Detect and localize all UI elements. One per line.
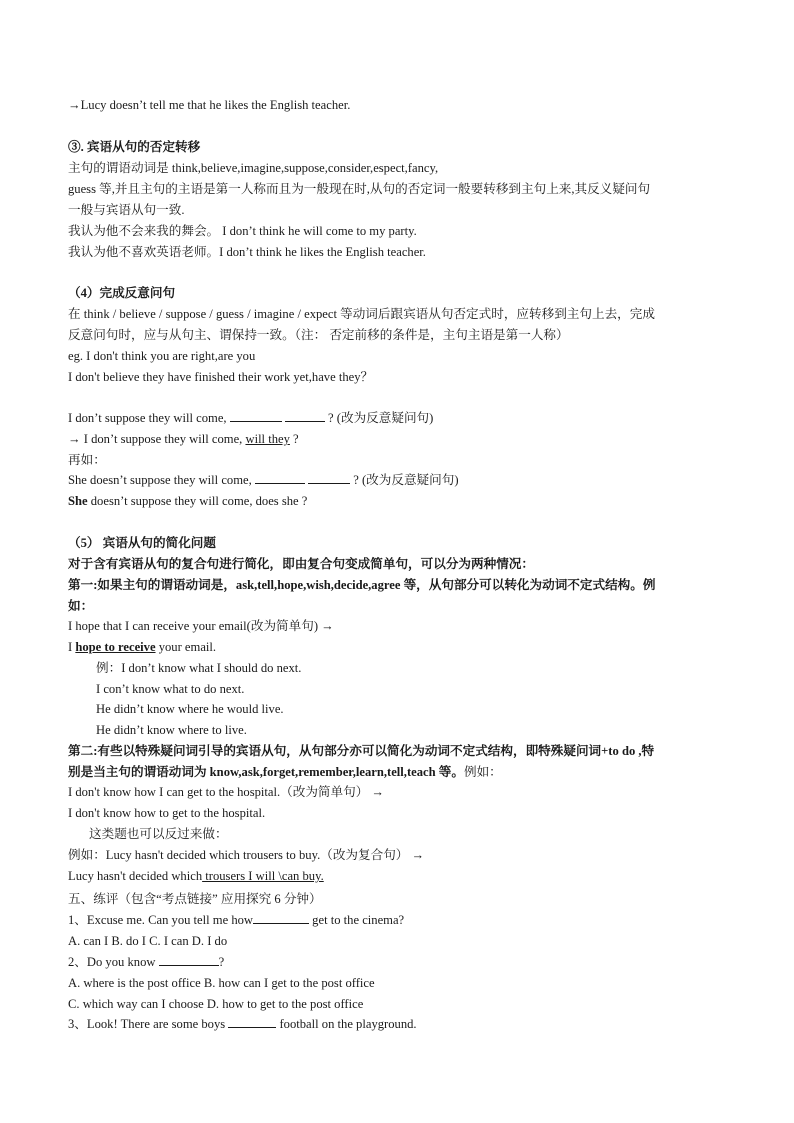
question-text: 3、Look! There are some boys (68, 1017, 226, 1031)
exercise-text: I don’t suppose they will come, (68, 411, 227, 425)
paragraph-line: guess 等,并且主句的主语是第一人称而且为一般现在时,从句的否定词一般要转移到主句上来,其反义疑问句 (68, 182, 651, 196)
answer-blank[interactable] (253, 912, 309, 924)
exercise-text: ? (改为反意疑问句) (353, 473, 459, 487)
answer-blank[interactable] (255, 472, 305, 484)
section-heading-practice: 五、练评（包含“考点链接” 应用探究 6 分钟） (68, 892, 322, 906)
answer-line (68, 493, 307, 509)
paragraph-line: 如： (68, 599, 94, 613)
paragraph-line: 这类题也可以反过来做： (89, 827, 228, 841)
question-text: get to the cinema? (309, 913, 405, 927)
question-1 (68, 912, 404, 928)
answer-blank[interactable] (285, 410, 325, 422)
example-line: I hope that I can receive your email(改为简单句) → (68, 619, 334, 633)
paragraph-line (68, 764, 502, 780)
example-line: 例如：Lucy hasn't decided which trousers to buy.（改为复合句） → (68, 848, 425, 862)
paragraph-line: 主句的谓语动词是 think,believe,imagine,suppose,consider,espect,fancy, (68, 161, 439, 175)
example-line: I con’t know what to do next. (96, 682, 245, 696)
exercise-line (68, 472, 459, 488)
question-3 (68, 1016, 417, 1032)
example-line: 我认为他不会来我的舞会。 I don’t think he will come to my party. (68, 224, 417, 238)
paragraph-text: 例如： (463, 765, 502, 779)
answer-blank[interactable] (230, 410, 282, 422)
answer-blank[interactable] (228, 1016, 276, 1028)
example-line: 例：I don’t know what I should do next. (96, 661, 302, 675)
paragraph-bold: 别是当主句的谓语动词为 know,ask,forget,remember,learn,tell,teach 等。 (68, 765, 464, 779)
answer-blank[interactable] (308, 472, 350, 484)
example-line: →Lucy doesn’t tell me that he likes the English teacher. (68, 98, 351, 112)
question-text: football on the playground. (276, 1017, 417, 1031)
answer-underlined: hope to receive (75, 640, 156, 654)
answer-text: doesn’t suppose they will come, does she ? (87, 494, 308, 508)
question-text: ? (218, 955, 225, 969)
paragraph-line: 第二:有些以特殊疑问词引导的宾语从句，从句部分亦可以简化为动词不定式结构，即特殊疑问词+to do ,特 (68, 744, 655, 758)
answer-text: ? (289, 432, 299, 446)
question-text: 2、Do you know (68, 955, 156, 969)
answer-text: → I don’t suppose they will come, (68, 432, 243, 446)
paragraph-line: 第一:如果主句的谓语动词是，ask,tell,hope,wish,decide,agree 等，从句部分可以转化为动词不定式结构。例 (68, 578, 656, 592)
paragraph-line: 一般与宾语从句一致. (68, 203, 185, 217)
answer-text: your email. (155, 640, 217, 654)
answer-text: I (68, 640, 76, 654)
section-heading-5: （5） 宾语从句的简化问题 (68, 536, 216, 550)
paragraph-line: 对于含有宾语从句的复合句进行简化，即由复合句变成简单句，可以分为两种情况： (68, 557, 534, 571)
question-2 (68, 954, 224, 970)
example-line: I don't know how I can get to the hospital.（改为简单句） → (68, 785, 385, 799)
question-2-options-cd: C. which way can I choose D. how to get to the post office (68, 997, 364, 1011)
example-line: I don't know how to get to the hospital. (68, 806, 266, 820)
example-line: 我认为他不喜欢英语老师。I don’t think he likes the English teacher. (68, 245, 426, 259)
exercise-text: She doesn’t suppose they will come, (68, 473, 252, 487)
example-line: He didn’t know where to live. (96, 723, 247, 737)
exercise-line (68, 410, 433, 426)
answer-text: Lucy hasn't decided which (68, 869, 203, 883)
answer-line (68, 431, 299, 447)
question-text: 1、Excuse me. Can you tell me how (68, 913, 254, 927)
answer-underlined: will they (245, 432, 290, 446)
example-line: I don't believe they have finished their work yet,have they？ (68, 370, 374, 384)
example-line: eg. I don't think you are right,are you (68, 349, 256, 363)
paragraph-line: 在 think / believe / suppose / guess / imagine / expect 等动词后跟宾语从句否定式时，应转移到主句上去，完成 (68, 307, 655, 321)
section-heading-3: ③. 宾语从句的否定转移 (68, 140, 201, 154)
paragraph-line: 再如： (68, 453, 106, 467)
section-heading-4: （4）完成反意问句 (68, 286, 176, 300)
answer-underlined: trousers I will \can buy. (202, 869, 324, 883)
answer-bold: She (68, 494, 88, 508)
paragraph-line: 反意问句时，应与从句主、谓保持一致。（注： 否定前移的条件是，主句主语是第一人称） (68, 328, 569, 342)
answer-blank[interactable] (159, 954, 219, 966)
exercise-text: ? (改为反意疑问句) (328, 411, 434, 425)
example-line: He didn’t know where he would live. (96, 702, 284, 716)
answer-line (68, 639, 216, 655)
answer-line (68, 868, 324, 884)
question-2-options-ab: A. where is the post office B. how can I get to the post office (68, 976, 375, 990)
question-1-options: A. can I B. do I C. I can D. I do (68, 934, 228, 948)
